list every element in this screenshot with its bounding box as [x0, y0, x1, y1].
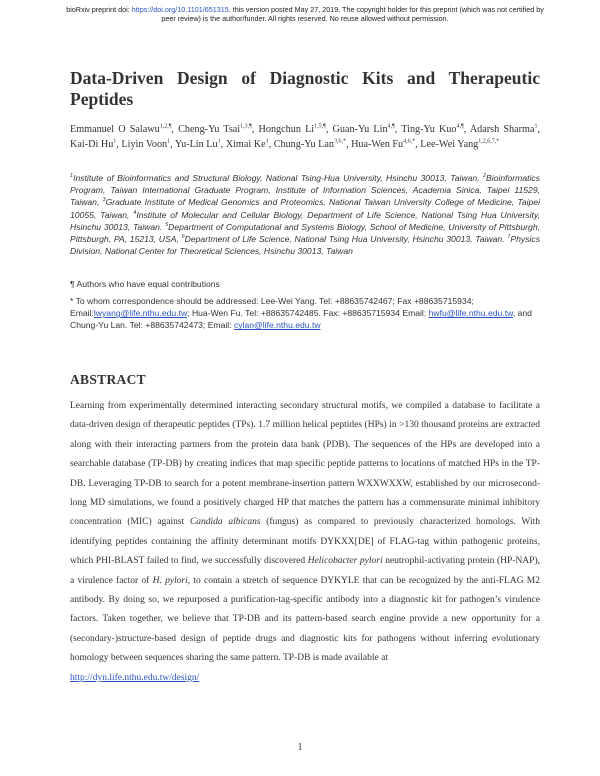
doi-link[interactable]: https://doi.org/10.1101/651315	[131, 5, 229, 14]
author	[401, 124, 463, 135]
author-name: Hua-Wen Fu	[351, 139, 404, 150]
author	[351, 139, 415, 150]
page-number: 1	[297, 742, 303, 753]
author-list: Emmanuel O Salawu$^{1,2,\P}$, Cheng-Yu Tsai$^{1,3,\P}$, Hongchun $Li^{1,5,\P}$, Guan-Yu Lin$^{4,\P}$, Ting-Yu Kuo$^{4,\P}$, Adarsh Sharma$^1$, Kai-Di Hu$^1$, Liyin Voon$^1$, Yu-Lin Lu$^1$, Ximai Ke$^1$, Chung-Yu Lan$^{3,6,*}$, Hua-Wen $Fu^{4,6,*}$, Lee-Wei Yang$^{1,2,6,7,*}$	[70, 123, 541, 150]
affiliation-text: Physics Division, National Center for Theoretical Sciences, Hsinchu 30013, Taiwan	[70, 234, 541, 257]
author-name: Guan-Yu Lin	[332, 124, 388, 135]
author-affiliation-marker: 1,2,6,7,*	[478, 138, 500, 145]
affiliations	[70, 172, 540, 257]
species-name: H. pylori	[152, 575, 188, 586]
affiliation-text: Bioinformatics Program, Taiwan International Graduate Program, Institute of Information Sciences, Academia Sinica, Taipei 11529, Taiwan,	[70, 173, 540, 208]
author	[121, 139, 170, 150]
preprint-notice	[60, 5, 550, 23]
author-name: Chung-Yu Lan	[273, 139, 334, 150]
author	[274, 139, 346, 150]
author	[175, 139, 221, 150]
author-name: Ximai Ke	[225, 139, 266, 150]
affiliation-marker: 3	[102, 197, 106, 204]
abstract-heading: ABSTRACT	[70, 372, 146, 387]
affiliation-text: Institute of Molecular and Cellular Biology, Department of Life Science, National Tsing Hua University, Hsinchu 30013, Taiwan.	[70, 209, 540, 232]
author	[70, 124, 171, 135]
author	[333, 124, 395, 135]
author-affiliation-marker: 1,5,¶	[314, 123, 326, 130]
correspondence-text: ; Hua-Wen Fu. Tel: +88635742485. Fax: +88635715934 Email:	[187, 308, 429, 319]
author-name: Lee-Wei Yang	[420, 139, 479, 150]
affiliation-marker: 6	[181, 234, 185, 241]
affiliation-text: Department of Life Science, National Tsing Hua University, Hsinchu 30013, Taiwan.	[184, 234, 508, 245]
author-affiliation-marker: 1	[113, 138, 117, 145]
species-name: Candida albicans	[189, 517, 261, 528]
author-affiliation-marker: 3,6,*	[333, 138, 346, 145]
email-link-yang[interactable]: lwyang@life.nthu.edu.tw	[93, 308, 188, 319]
affiliation-text: Department of Computational and Systems Biology, School of Medicine, University of Pittsburgh, Pittsburgh, PA, 15213, USA,	[70, 221, 540, 245]
author-name: Yu-Lin Lu	[174, 139, 218, 150]
author-name: Liyin Voon	[121, 139, 168, 150]
preprint-prefix: bioRxiv preprint doi:	[66, 5, 132, 14]
abstract-body	[70, 397, 540, 688]
email-link-fu[interactable]: hwfu@life.nthu.edu.tw	[428, 308, 513, 319]
correspondence-text: * To whom correspondence should be addressed: Lee-Wei Yang. Tel: +88635742467; Fax +88635715934; Email:	[70, 296, 474, 319]
author-affiliation-marker: 1	[217, 138, 221, 145]
abstract-text: Learning from experimentally determined interacting secondary structural motifs, we compiled a database to facilitate a data-driven design of therapeutic peptides (TPs). 1.7 million helical peptides (HPs) in >130 thousand proteins are extracted along with their interacting partners from the protein data bank (PDB). The sequences of the HPs are developed into a searchable database (TP-DB) by creating indices that map specific peptide patterns to locations of matched HPs in the TP-DB. Leveraging TP-DB to search for a potent membrane-insertion pattern WXXWXXW, established by our microsecond-long MD simulations, we found a positively charged HP that matches the pattern has a commensurate minimal inhibitory concentration (MIC) against	[70, 401, 540, 528]
author-name: Kai-Di Hu	[70, 139, 114, 150]
tpdb-url-link[interactable]: http://dyn.life.nthu.edu.tw/design/	[70, 672, 200, 683]
affiliation-marker: 2	[482, 173, 487, 180]
author	[178, 124, 252, 135]
preprint-suffix: . this version posted May 27, 2019. The copyright holder for this preprint (which was not certified by peer review) is the author/funder. All rights reserved. No reuse allowed without permission.	[161, 5, 544, 23]
author-name: Adarsh Sharma	[469, 124, 535, 135]
author	[259, 124, 326, 135]
affiliation-marker: 7	[507, 234, 511, 241]
author-name: Hongchun Li	[258, 124, 315, 135]
author-affiliation-marker: 4,¶	[456, 123, 464, 130]
author-name: Emmanuel O Salawu	[70, 124, 160, 135]
equal-contribution-note: ¶ Authors who have equal contributions	[70, 279, 220, 289]
correspondence	[70, 295, 540, 332]
author-name: Ting-Yu Kuo	[401, 124, 457, 135]
author-affiliation-marker: 1,2,¶	[159, 123, 172, 130]
affiliation-text: Institute of Bioinformatics and Structural Biology, National Tsing-Hua University, Hsinchu 30013, Taiwan,	[73, 173, 483, 183]
author-affiliation-marker: 4,¶	[387, 123, 395, 130]
paper-title: Data-Driven Design of Diagnostic Kits and Therapeutic Peptides	[70, 68, 540, 109]
correspondence-text: , and Chung-Yu Lan. Tel: +88635742473; Email:	[70, 308, 532, 331]
affiliation-marker: 4	[133, 209, 137, 216]
author-name: Cheng-Yu Tsai	[178, 124, 241, 135]
author	[226, 139, 269, 150]
species-name: Helicobacter pylori	[307, 556, 383, 567]
author	[420, 139, 499, 150]
abstract-text: neutrophil-activating protein (HP-NAP), a virulence factor of	[70, 556, 540, 586]
author-affiliation-marker: 1	[167, 138, 171, 145]
author	[470, 124, 538, 135]
affiliation-marker: 1	[70, 173, 74, 180]
email-link-lan[interactable]: cylan@life.nthu.edu.tw	[233, 320, 321, 331]
author-affiliation-marker: 1	[534, 123, 538, 130]
abstract-text: (fungus) as compared to previously characterized homologs. With identifying peptides containing the affinity determinant motifs DYKXX[DE] of FLAG-tag within pathogenic proteins, which PHI-BLAST failed to find, we successfully discovered	[70, 517, 540, 567]
author-affiliation-marker: 1,3,¶	[240, 123, 252, 130]
affiliation-marker: 5	[165, 221, 169, 228]
author-affiliation-marker: 4,6,*	[403, 138, 416, 145]
abstract-text: , to contain a stretch of sequence DYKYLE that can be recognized by the anti-FLAG M2 antibody. By doing so, we repurposed a purification-tag-specific antibody into a diagnostic kit for pathogen’s virulence factors. Taken together, we believe that TP-DB and its pattern-based search engine provide a new opportunity for a (secondary-)structure-based design of peptide drugs and diagnostic kits for pathogens without inferring evolutionary homology between sequences sharing the same pattern. TP-DB is made available at	[70, 575, 540, 664]
author-affiliation-marker: 1	[265, 138, 269, 145]
affiliation-text: Graduate Institute of Medical Genomics and Proteomics, National Taiwan University College of Medicine, Taipei 10055, Taiwan,	[70, 197, 540, 220]
author	[70, 139, 116, 150]
